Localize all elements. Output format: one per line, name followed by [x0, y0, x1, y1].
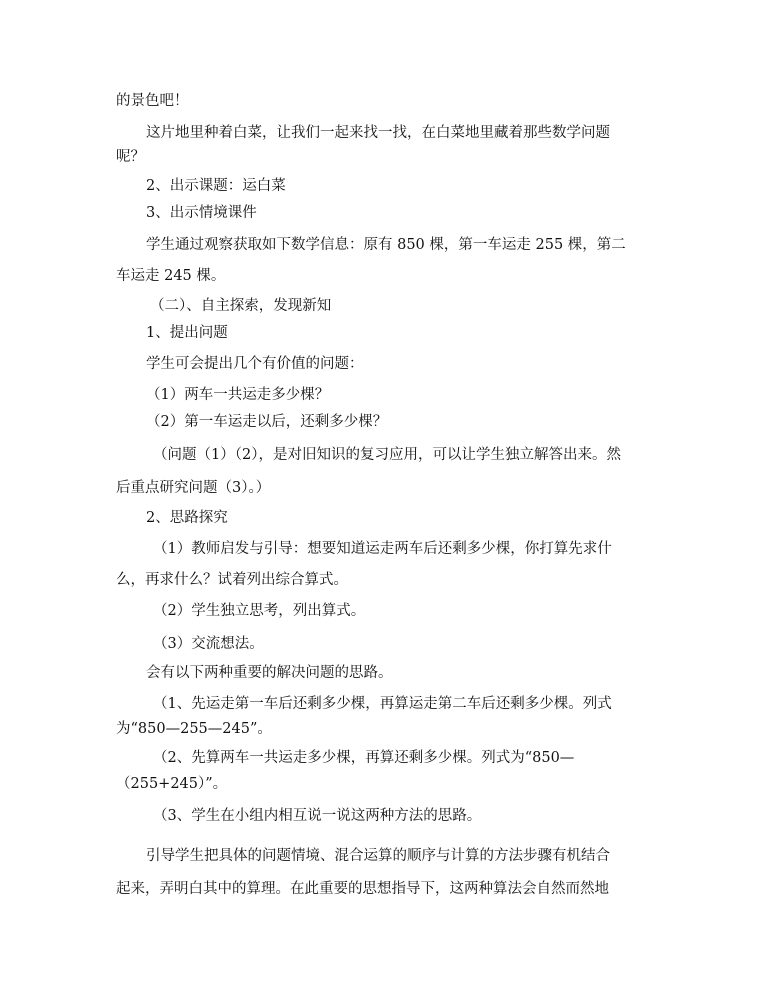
text-line: 起来，弄明白其中的算理。在此重要的思想指导下，这两种算法会自然而然地	[116, 881, 609, 897]
list-item: （2）学生独立思考，列出算式。	[153, 603, 366, 619]
text-line: 呢？	[116, 149, 145, 165]
list-item: （1、先运走第一车后还剩多少棵，再算运走第二车后还剩多少棵。列式	[153, 696, 612, 712]
text-line: 学生可会提出几个有价值的问题：	[146, 356, 364, 372]
list-item: （1）两车一共运走多少棵？	[146, 387, 330, 403]
text-line: 车运走 245 棵。	[116, 268, 226, 284]
text-line: 引导学生把具体的问题情境、混合运算的顺序与计算的方法步骤有机结合	[146, 848, 610, 864]
text-line: 么，再求什么？试着列出综合算式。	[116, 572, 348, 588]
subsection-heading: 2、思路探究	[146, 510, 228, 526]
text-line: 为“850—255—245”。	[116, 721, 272, 737]
list-item: （1）教师启发与引导：想要知道运走两车后还剩多少棵，你打算先求什	[153, 541, 612, 557]
subsection-heading: 1、提出问题	[146, 325, 228, 341]
list-item: （3）交流想法。	[153, 636, 264, 652]
text-line: （问题（1）（2），是对旧知识的复习应用，可以让学生独立解答出来。然	[153, 447, 621, 463]
text-line: 后重点研究问题（3）。）	[116, 480, 271, 496]
text-line: 这片地里种着白菜，让我们一起来找一找，在白菜地里藏着那些数学问题	[146, 125, 610, 141]
section-heading: （二）、自主探索，发现新知	[150, 298, 332, 314]
text-line: 会有以下两种重要的解决问题的思路。	[146, 665, 393, 681]
list-item: （2、先算两车一共运走多少棵，再算还剩多少棵。列式为“850—	[153, 750, 575, 766]
text-line: （255+245）”。	[116, 776, 228, 792]
list-item: （3、学生在小组内相互说一说这两种方法的思路。	[153, 808, 482, 824]
text-line: 学生通过观察获取如下数学信息：原有 850 棵，第一车运走 255 棵，第二	[146, 237, 626, 253]
list-item: （2）第一车运走以后，还剩多少棵？	[146, 414, 388, 430]
text-line: 3、出示情境课件	[146, 205, 257, 221]
text-line: 的景色吧！	[116, 93, 189, 109]
text-line: 2、出示课题：运白菜	[146, 178, 286, 194]
